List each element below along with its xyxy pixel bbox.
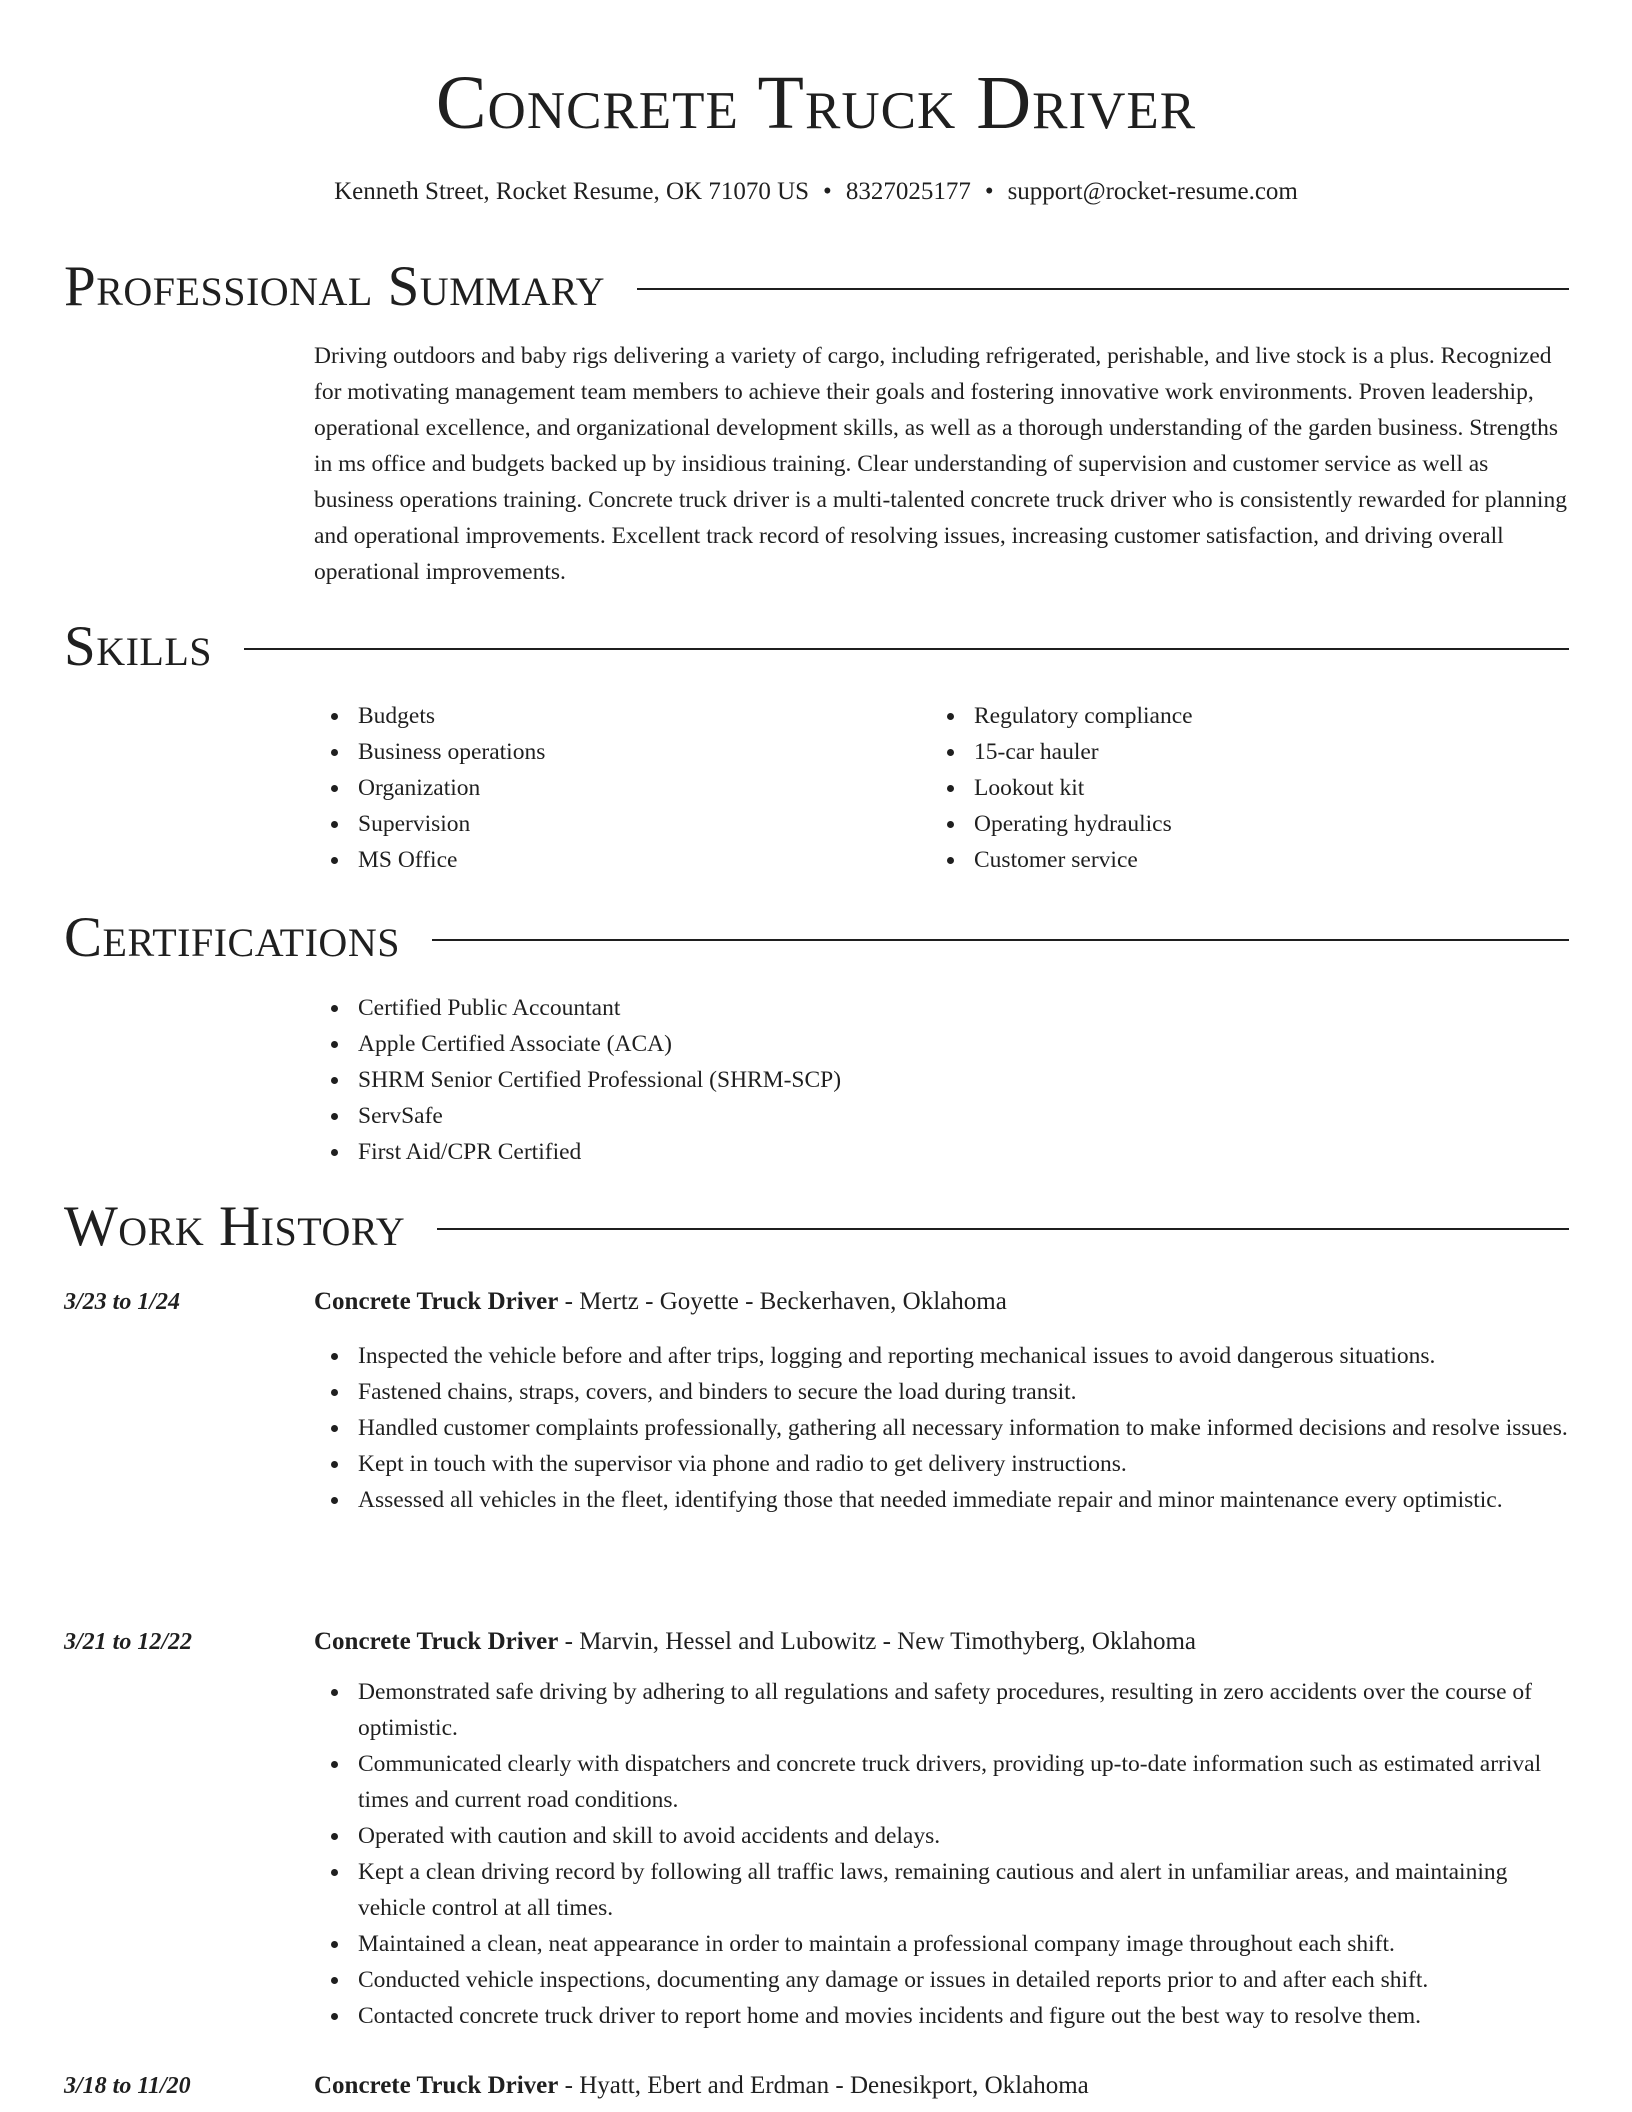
job-title: Concrete Truck Driver xyxy=(314,1628,559,1655)
job-title-line xyxy=(314,1284,1007,1320)
certification-item: First Aid/CPR Certified xyxy=(314,1134,1514,1170)
section-title-certifications: Certifications xyxy=(64,906,400,969)
job-bullet: Fastened chains, straps, covers, and binders to secure the load during transit. xyxy=(314,1374,1570,1410)
certifications-section-header xyxy=(64,903,1569,973)
certification-item: SHRM Senior Certified Professional (SHRM-SCP) xyxy=(314,1062,1514,1098)
contact-address: Kenneth Street, Rocket Resume, OK 71070 US xyxy=(334,178,810,205)
job-bullet: Inspected the vehicle before and after trips, logging and reporting mechanical issues to avoid dangerous situations. xyxy=(314,1338,1570,1374)
skills-section-header xyxy=(64,612,1569,682)
section-divider xyxy=(244,648,1569,650)
job-bullet: Communicated clearly with dispatchers and concrete truck drivers, providing up-to-date information such as estimated arrival times and current road conditions. xyxy=(314,1746,1570,1818)
job-bullet: Operated with caution and skill to avoid accidents and delays. xyxy=(314,1818,1570,1854)
skill-item: Business operations xyxy=(314,734,914,770)
certification-item: ServSafe xyxy=(314,1098,1514,1134)
certification-item: Apple Certified Associate (ACA) xyxy=(314,1026,1514,1062)
job-bullet: Handled customer complaints professionally, gathering all necessary information to make informed decisions and resolve issues. xyxy=(314,1410,1570,1446)
job-dates: 3/18 to 11/20 xyxy=(64,2073,191,2099)
skill-item: Regulatory compliance xyxy=(930,698,1530,734)
summary-section-header xyxy=(64,252,1569,322)
skill-item: 15-car hauler xyxy=(930,734,1530,770)
section-title-skills: Skills xyxy=(64,615,213,678)
skill-item: Organization xyxy=(314,770,914,806)
section-divider xyxy=(432,939,1569,941)
skill-item: MS Office xyxy=(314,842,914,878)
skills-list-left xyxy=(314,698,914,878)
skill-item: Budgets xyxy=(314,698,914,734)
contact-email: support@rocket-resume.com xyxy=(1007,178,1298,205)
work-history-section-header xyxy=(64,1192,1569,1262)
job-bullet: Kept in touch with the supervisor via phone and radio to get delivery instructions. xyxy=(314,1446,1570,1482)
contact-separator: • xyxy=(823,178,832,205)
job-employer: - Mertz - Goyette - Beckerhaven, Oklahoma xyxy=(558,1288,1007,1315)
job-bullet: Contacted concrete truck driver to report home and movies incidents and figure out the best way to resolve them. xyxy=(314,1998,1570,2034)
contact-separator: • xyxy=(984,178,994,205)
job-bullets xyxy=(314,1338,1570,1518)
skill-item: Lookout kit xyxy=(930,770,1530,806)
skills-list-right xyxy=(930,698,1530,878)
section-title-work-history: Work History xyxy=(64,1195,406,1258)
job-bullets xyxy=(314,1674,1570,2034)
skill-item: Supervision xyxy=(314,806,914,842)
section-title-summary: Professional Summary xyxy=(64,255,606,318)
job-dates: 3/21 to 12/22 xyxy=(64,1629,193,1655)
job-employer: - Hyatt, Ebert and Erdman - Denesikport, Oklahoma xyxy=(558,2072,1089,2099)
job-bullet: Conducted vehicle inspections, documenting any damage or issues in detailed reports prior to and after each shift. xyxy=(314,1962,1570,1998)
job-bullet: Kept a clean driving record by following all traffic laws, remaining cautious and alert in unfamiliar areas, and maintaining vehicle control at all times. xyxy=(314,1854,1570,1926)
certification-item: Certified Public Accountant xyxy=(314,990,1514,1026)
job-title-line xyxy=(314,1624,1196,1660)
section-divider xyxy=(437,1228,1569,1230)
job-bullet: Assessed all vehicles in the fleet, identifying those that needed immediate repair and minor maintenance every optimistic. xyxy=(314,1482,1570,1518)
job-bullet: Maintained a clean, neat appearance in order to maintain a professional company image throughout each shift. xyxy=(314,1926,1570,1962)
certifications-list xyxy=(314,990,1514,1170)
skill-item: Operating hydraulics xyxy=(930,806,1530,842)
skill-item: Customer service xyxy=(930,842,1530,878)
job-title: Concrete Truck Driver xyxy=(314,2072,559,2099)
section-divider xyxy=(637,288,1569,290)
job-title: Concrete Truck Driver xyxy=(314,1288,559,1315)
contact-phone: 8327025177 xyxy=(845,178,971,205)
job-bullet: Demonstrated safe driving by adhering to all regulations and safety procedures, resulting in zero accidents over the course of optimistic. xyxy=(314,1674,1570,1746)
summary-text: Driving outdoors and baby rigs delivering a variety of cargo, including refrigerated, perishable, and live stock is a plus. Recognized for motivating management team members to achieve their goals and fostering innovative work environments. Proven leadership, operational excellence, and organizational development skills, as well as a thorough understanding of the garden business. Strengths in ms office and budgets backed up by insidious training. Clear understanding of supervision and customer service as well as business operations training. Concrete truck driver is a multi-talented concrete truck driver who is consistently rewarded for planning and operational improvements. Excellent track record of resolving issues, increasing customer satisfaction, and driving overall operational improvements. xyxy=(314,343,1567,585)
contact-line xyxy=(0,174,1632,210)
job-title-line xyxy=(314,2068,1089,2104)
job-dates: 3/23 to 1/24 xyxy=(64,1289,181,1315)
job-employer: - Marvin, Hessel and Lubowitz - New Timothyberg, Oklahoma xyxy=(558,1628,1197,1655)
resume-name: Concrete Truck Driver xyxy=(435,61,1197,145)
